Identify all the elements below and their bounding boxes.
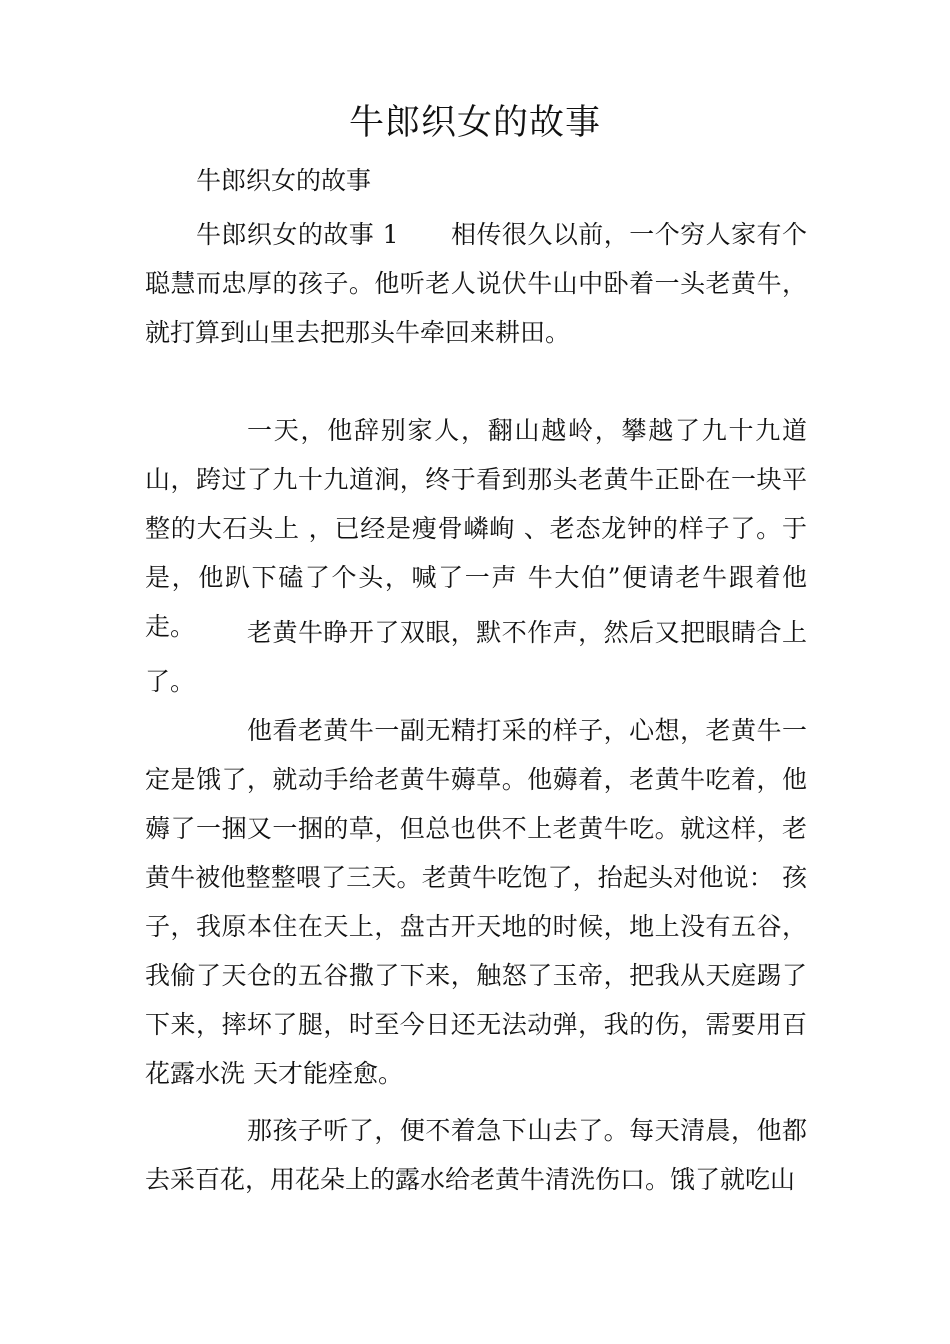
paragraph-1-lead: 牛郎织女的故事 1 — [196, 220, 399, 249]
paragraph-4: 他看老黄牛一副无精打采的样子，心想，老黄牛一定是饿了，就动手给老黄牛薅草。他薅着，老黄牛吃着，他薅了一捆又一捆的草，但总也供不上老黄牛吃。就这样，老黄牛被他整整喂了三天。老黄牛吃饱了，抬起头对他说： 孩子，我原本住在天上，盘古开天地的时候，地上没有五谷，我偷了天仓的五谷撒了下来，触怒了玉帝，把我从天庭踢了下来，摔坏了腿，时至今日还无法动弹，我的伤，需要用百花露水洗 天才能痊愈。 — [145, 716, 807, 1088]
paragraph-5: 那孩子听了，便不着急下山去了。每天清晨，他都去采百花，用花朵上的露水给老黄牛清洗伤口。饿了就吃山 — [145, 1116, 807, 1194]
document-subtitle: 牛郎织女的故事 — [196, 166, 372, 195]
paragraph-2: 一天，他辞别家人，翻山越岭，攀越了九十九道山，跨过了九十九道涧，终于看到那头老黄牛正卧在一块平整的大石头上 ，已经是瘦骨嶙峋 、老态龙钟的样子了。于是，他趴下磕了个头，喊了一声 牛大伯”便请老牛跟着他走。 — [145, 416, 807, 641]
paragraph-1-text: 相传很久以前，一个穷人家有个聪慧而忠厚的孩子。他听老人说伏牛山中卧着一头老黄牛，就打算到山里去把那头牛牵回来耕田。 — [145, 220, 807, 347]
document-title: 牛郎织女的故事 — [348, 103, 601, 143]
paragraph-3: 老黄牛睁开了双眼，默不作声，然后又把眼睛合上了。 — [145, 618, 807, 696]
paragraph-1 — [145, 210, 807, 357]
